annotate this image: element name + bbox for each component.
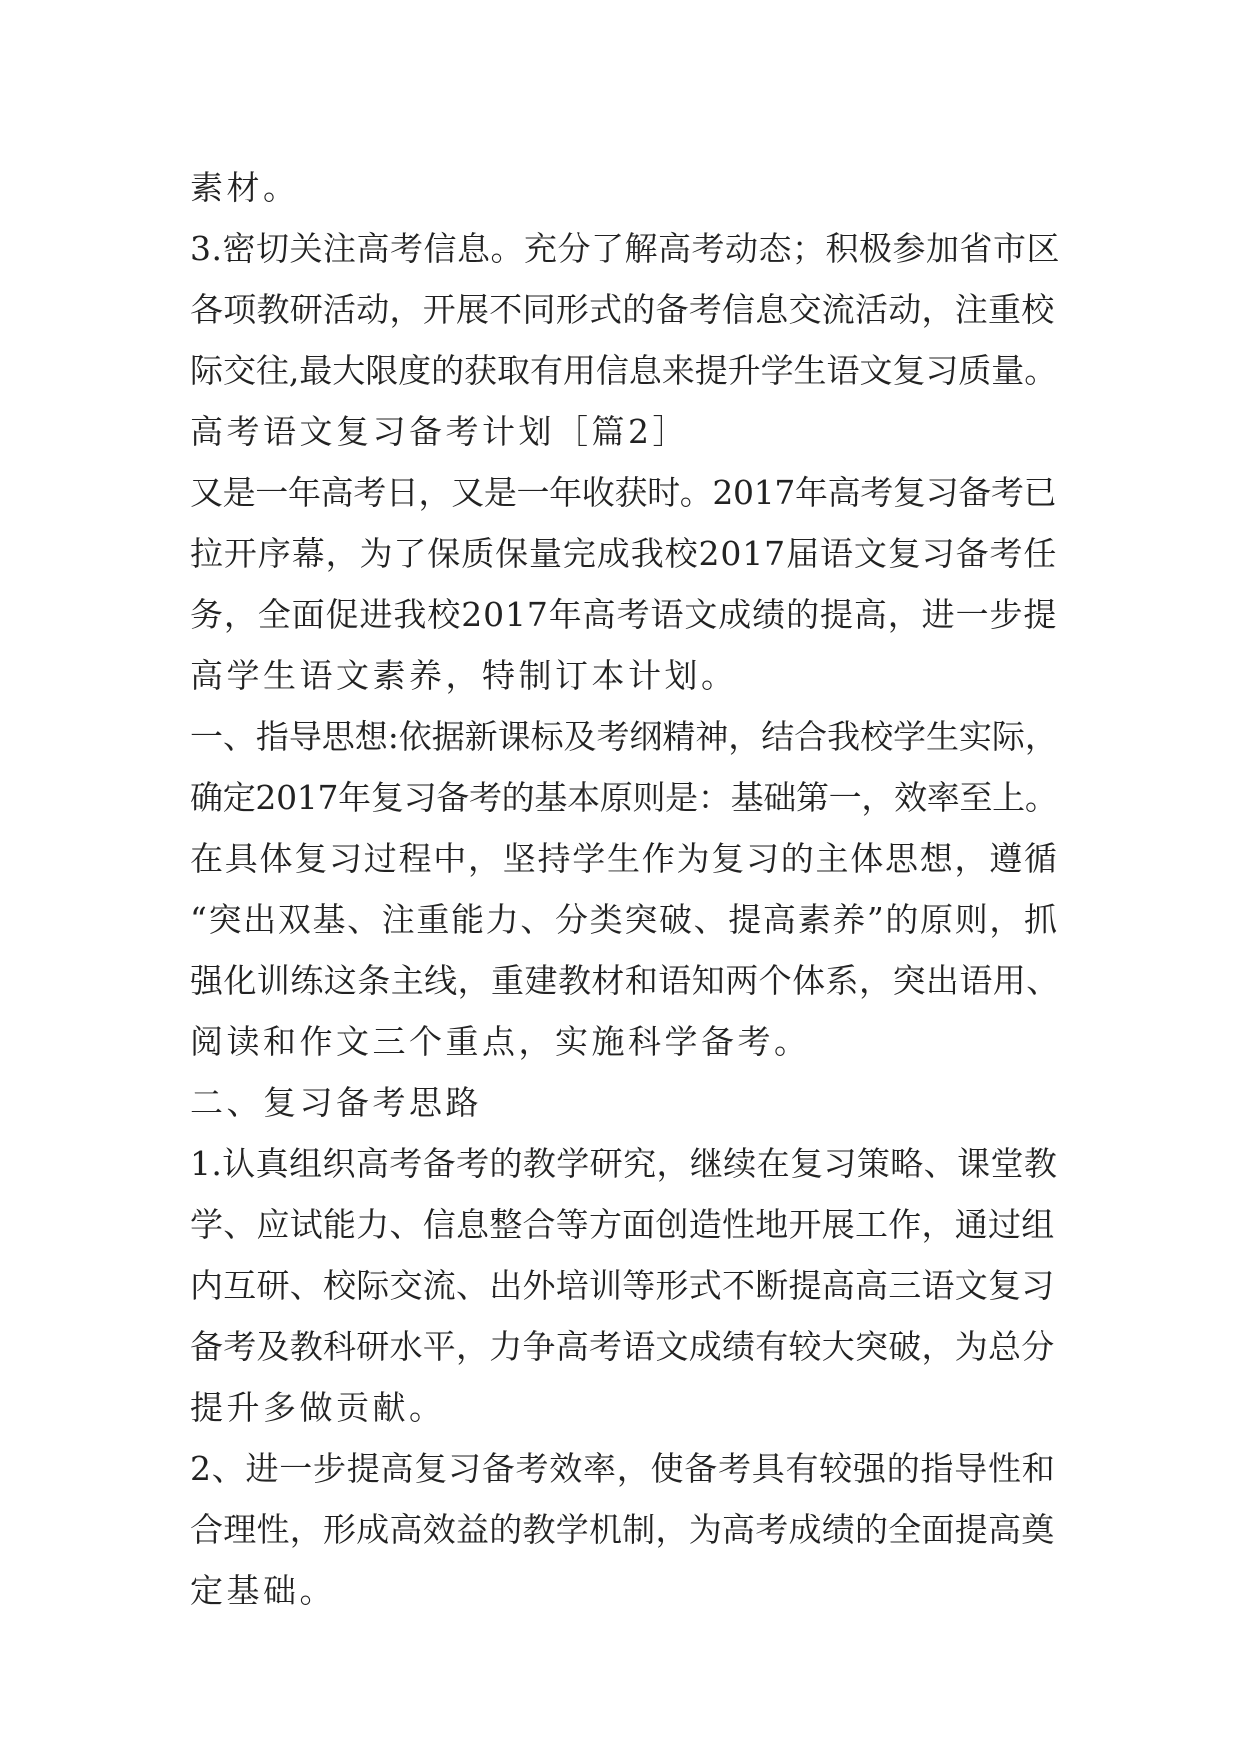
text-line: 内互研、校际交流、出外培训等形式不断提高高三语文复习 — [190, 1266, 1055, 1305]
text-line: 定基础。 — [190, 1571, 336, 1610]
text-line: 3.密切关注高考信息。充分了解高考动态；积极参加省市区 — [190, 229, 1060, 268]
text-line: 确定2017年复习备考的基本原则是：基础第一，效率至上。 — [190, 778, 1058, 817]
text-line: 务，全面促进我校2017年高考语文成绩的提高，进一步提 — [190, 595, 1058, 634]
text-line: 各项教研活动，开展不同形式的备考信息交流活动，注重校 — [190, 290, 1055, 329]
text-line: 又是一年高考日，又是一年收获时。2017年高考复习备考已 — [190, 473, 1057, 512]
text-line: 2、进一步提高复习备考效率，使备考具有较强的指导性和 — [190, 1449, 1056, 1488]
text-line: 阅读和作文三个重点，实施科学备考。 — [190, 1022, 811, 1061]
text-line: 际交往,最大限度的获取有用信息来提升学生语文复习质量。 — [190, 351, 1058, 390]
text-line: 在具体复习过程中，坚持学生作为复习的主体思想，遵循 — [190, 839, 1059, 878]
text-line: 拉开序幕，为了保质保量完成我校2017届语文复习备考任 — [190, 534, 1058, 573]
text-line: 一、指导思想:依据新课标及考纲精神，结合我校学生实际， — [190, 717, 1058, 756]
section-heading: 高考语文复习备考计划［篇2］ — [190, 412, 689, 451]
text-line: 合理性，形成高效益的教学机制，为高考成绩的全面提高奠 — [190, 1510, 1055, 1549]
text-line: 学、应试能力、信息整合等方面创造性地开展工作，通过组 — [190, 1205, 1055, 1244]
text-line: 高学生语文素养，特制订本计划。 — [190, 656, 738, 695]
section-heading: 二、复习备考思路 — [190, 1083, 482, 1122]
text-line: 提升多做贡献。 — [190, 1388, 446, 1427]
document-body — [190, 157, 1060, 1621]
text-line: 素材。 — [190, 168, 300, 207]
text-line: “突出双基、注重能力、分类突破、提高素养”的原则，抓 — [190, 900, 1059, 939]
text-line: 强化训练这条主线，重建教材和语知两个体系，突出语用、 — [190, 961, 1060, 1000]
text-line: 1.认真组织高考备考的教学研究，继续在复习策略、课堂教 — [190, 1144, 1058, 1183]
text-line: 备考及教科研水平，力争高考语文成绩有较大突破，为总分 — [190, 1327, 1055, 1366]
